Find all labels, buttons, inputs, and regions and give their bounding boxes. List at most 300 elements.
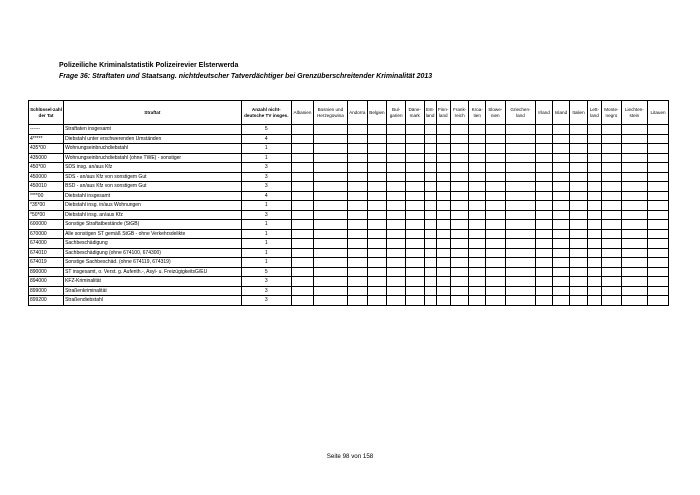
country-value-cell: [587, 286, 601, 296]
country-value-cell: [424, 172, 436, 182]
country-column-header: Irland: [536, 101, 552, 125]
country-value-cell: [621, 296, 647, 306]
country-value-cell: [505, 182, 536, 192]
country-column-header: Est-land: [424, 101, 436, 125]
country-value-cell: [621, 267, 647, 277]
country-value-cell: [313, 182, 347, 192]
count-cell: 3: [241, 163, 291, 173]
key-cell: 4*****: [29, 134, 64, 144]
country-value-cell: [292, 220, 314, 230]
country-value-cell: [505, 134, 536, 144]
table-row: [29, 201, 669, 211]
country-value-cell: [450, 144, 469, 154]
country-value-cell: [485, 267, 505, 277]
table-row: [29, 220, 669, 230]
country-value-cell: [292, 267, 314, 277]
country-value-cell: [367, 258, 387, 268]
country-column-header: Albanien: [292, 101, 314, 125]
country-value-cell: [602, 267, 622, 277]
country-value-cell: [505, 248, 536, 258]
country-column-header: Slowe-nien: [485, 101, 505, 125]
country-value-cell: [602, 163, 622, 173]
country-value-cell: [313, 267, 347, 277]
key-cell: 674010: [29, 248, 64, 258]
country-value-cell: [347, 296, 367, 306]
country-value-cell: [621, 163, 647, 173]
country-value-cell: [292, 210, 314, 220]
offense-cell: Straßendiebstahl: [64, 296, 242, 306]
country-value-cell: [570, 286, 588, 296]
country-value-cell: [405, 172, 424, 182]
country-value-cell: [347, 191, 367, 201]
country-value-cell: [621, 125, 647, 135]
count-cell: 1: [241, 239, 291, 249]
table-row: [29, 163, 669, 173]
country-value-cell: [602, 182, 622, 192]
country-value-cell: [347, 248, 367, 258]
country-value-cell: [505, 258, 536, 268]
country-value-cell: [570, 220, 588, 230]
country-value-cell: [552, 220, 570, 230]
country-value-cell: [424, 191, 436, 201]
country-value-cell: [292, 191, 314, 201]
country-value-cell: [648, 144, 669, 154]
country-value-cell: [387, 153, 406, 163]
country-value-cell: [570, 163, 588, 173]
country-value-cell: [424, 125, 436, 135]
country-value-cell: [469, 220, 485, 230]
country-value-cell: [387, 210, 406, 220]
country-value-cell: [347, 182, 367, 192]
country-value-cell: [648, 125, 669, 135]
country-value-cell: [552, 201, 570, 211]
country-value-cell: [621, 191, 647, 201]
country-value-cell: [552, 296, 570, 306]
country-value-cell: [587, 153, 601, 163]
country-value-cell: [450, 220, 469, 230]
country-value-cell: [367, 277, 387, 287]
country-value-cell: [469, 201, 485, 211]
count-cell: 1: [241, 220, 291, 230]
country-value-cell: [552, 153, 570, 163]
country-value-cell: [536, 125, 552, 135]
country-value-cell: [552, 258, 570, 268]
country-value-cell: [570, 248, 588, 258]
country-value-cell: [552, 210, 570, 220]
country-value-cell: [536, 286, 552, 296]
country-value-cell: [292, 258, 314, 268]
country-value-cell: [536, 220, 552, 230]
offense-cell: SDS insg. an/aus Kfz: [64, 163, 242, 173]
country-value-cell: [405, 229, 424, 239]
key-cell: 600000: [29, 220, 64, 230]
offense-cell: Sachbeschädigung (ohne 674100, 674300): [64, 248, 242, 258]
country-value-cell: [485, 229, 505, 239]
country-value-cell: [313, 277, 347, 287]
table-row: [29, 144, 669, 154]
country-value-cell: [450, 125, 469, 135]
country-value-cell: [347, 239, 367, 249]
table-row: [29, 172, 669, 182]
country-value-cell: [570, 125, 588, 135]
offense-column-header: Straftat: [64, 101, 242, 125]
country-value-cell: [536, 229, 552, 239]
country-value-cell: [621, 258, 647, 268]
count-cell: 1: [241, 144, 291, 154]
country-value-cell: [621, 210, 647, 220]
country-value-cell: [313, 220, 347, 230]
country-value-cell: [292, 182, 314, 192]
country-value-cell: [450, 191, 469, 201]
table-row: [29, 134, 669, 144]
key-cell: ------: [29, 125, 64, 135]
country-value-cell: [450, 267, 469, 277]
country-value-cell: [424, 239, 436, 249]
country-value-cell: [536, 172, 552, 182]
country-value-cell: [387, 191, 406, 201]
offense-cell: Wohnungseinbruchdiebstahl: [64, 144, 242, 154]
offense-cell: ST insgesamt, o. Verst. g. Aufenth.-, Asyl- u. FreizügigkeitsG/EU: [64, 267, 242, 277]
report-title: Polizeiliche Kriminalstatistik Polizeirevier Elsterwerda: [59, 62, 239, 69]
country-value-cell: [313, 163, 347, 173]
country-value-cell: [450, 163, 469, 173]
country-value-cell: [485, 153, 505, 163]
country-value-cell: [387, 201, 406, 211]
country-value-cell: [469, 163, 485, 173]
country-value-cell: [469, 267, 485, 277]
country-value-cell: [347, 220, 367, 230]
country-value-cell: [587, 258, 601, 268]
country-value-cell: [505, 239, 536, 249]
country-column-header: Island: [552, 101, 570, 125]
page-footer: Seite 98 von 158: [326, 453, 374, 460]
country-value-cell: [485, 258, 505, 268]
country-column-header: Frank-reich: [450, 101, 469, 125]
country-value-cell: [648, 182, 669, 192]
country-value-cell: [424, 296, 436, 306]
country-value-cell: [469, 172, 485, 182]
country-value-cell: [450, 258, 469, 268]
country-value-cell: [436, 125, 450, 135]
country-value-cell: [436, 277, 450, 287]
country-value-cell: [570, 277, 588, 287]
country-value-cell: [347, 134, 367, 144]
offense-cell: Sachbeschädigung: [64, 239, 242, 249]
country-value-cell: [485, 125, 505, 135]
country-value-cell: [469, 229, 485, 239]
offense-cell: Sonstige Straftatbestände (StGB): [64, 220, 242, 230]
country-value-cell: [587, 239, 601, 249]
country-value-cell: [485, 182, 505, 192]
count-cell: 1: [241, 153, 291, 163]
country-value-cell: [292, 153, 314, 163]
country-value-cell: [621, 153, 647, 163]
key-cell: 894000: [29, 277, 64, 287]
country-value-cell: [648, 163, 669, 173]
count-cell: 3: [241, 182, 291, 192]
country-value-cell: [587, 296, 601, 306]
country-value-cell: [621, 172, 647, 182]
count-cell: 1: [241, 201, 291, 211]
country-value-cell: [648, 286, 669, 296]
country-value-cell: [313, 296, 347, 306]
country-value-cell: [405, 267, 424, 277]
offense-cell: Sonstige Sachbeschäd. (ohne 674119, 674319): [64, 258, 242, 268]
country-value-cell: [367, 210, 387, 220]
country-value-cell: [367, 286, 387, 296]
country-value-cell: [602, 134, 622, 144]
country-value-cell: [436, 296, 450, 306]
offense-cell: Wohnungseinbruchdiebstahl (ohne TWE) - sonstiger: [64, 153, 242, 163]
country-value-cell: [485, 296, 505, 306]
country-value-cell: [424, 153, 436, 163]
count-cell: 1: [241, 229, 291, 239]
country-column-header: Liechten-stein: [621, 101, 647, 125]
country-value-cell: [387, 172, 406, 182]
key-cell: 890000: [29, 267, 64, 277]
table-row: [29, 210, 669, 220]
country-value-cell: [292, 277, 314, 287]
country-value-cell: [505, 267, 536, 277]
country-value-cell: [424, 248, 436, 258]
country-value-cell: [587, 201, 601, 211]
country-value-cell: [405, 153, 424, 163]
table-row: [29, 267, 669, 277]
country-value-cell: [552, 277, 570, 287]
country-value-cell: [313, 248, 347, 258]
country-value-cell: [424, 220, 436, 230]
country-value-cell: [536, 277, 552, 287]
country-value-cell: [387, 144, 406, 154]
country-value-cell: [367, 267, 387, 277]
count-column-header: Anzahl nicht-deutsche TV insges.: [241, 101, 291, 125]
country-value-cell: [436, 182, 450, 192]
country-value-cell: [450, 134, 469, 144]
country-value-cell: [587, 125, 601, 135]
count-cell: 3: [241, 210, 291, 220]
country-value-cell: [570, 191, 588, 201]
country-value-cell: [570, 229, 588, 239]
country-column-header: Bul-garien: [387, 101, 406, 125]
country-value-cell: [387, 182, 406, 192]
country-value-cell: [570, 267, 588, 277]
country-value-cell: [536, 144, 552, 154]
table-row: [29, 248, 669, 258]
country-value-cell: [485, 277, 505, 287]
country-value-cell: [424, 144, 436, 154]
country-value-cell: [536, 267, 552, 277]
country-value-cell: [587, 267, 601, 277]
country-value-cell: [648, 191, 669, 201]
country-value-cell: [621, 182, 647, 192]
country-value-cell: [587, 220, 601, 230]
country-value-cell: [436, 239, 450, 249]
country-value-cell: [313, 191, 347, 201]
country-value-cell: [387, 248, 406, 258]
country-value-cell: [405, 125, 424, 135]
country-value-cell: [313, 286, 347, 296]
country-value-cell: [424, 277, 436, 287]
offense-cell: Diebstahl insgesamt: [64, 191, 242, 201]
key-cell: 435000: [29, 153, 64, 163]
count-cell: 1: [241, 258, 291, 268]
key-column-header: Schlüssel-zahl der Tat: [29, 101, 64, 125]
country-value-cell: [648, 172, 669, 182]
country-value-cell: [552, 125, 570, 135]
country-value-cell: [536, 248, 552, 258]
country-value-cell: [405, 248, 424, 258]
country-value-cell: [485, 220, 505, 230]
country-value-cell: [485, 172, 505, 182]
country-value-cell: [367, 239, 387, 249]
table-row: [29, 286, 669, 296]
count-cell: 5: [241, 267, 291, 277]
table-row: [29, 296, 669, 306]
country-value-cell: [469, 144, 485, 154]
country-value-cell: [436, 248, 450, 258]
country-value-cell: [648, 153, 669, 163]
country-value-cell: [536, 134, 552, 144]
offense-cell: KFZ-Kriminalität: [64, 277, 242, 287]
offense-cell: SDS - an/aus Kfz von sonstigem Gut: [64, 172, 242, 182]
country-value-cell: [387, 267, 406, 277]
country-value-cell: [648, 248, 669, 258]
country-value-cell: [405, 210, 424, 220]
table-row: [29, 229, 669, 239]
country-value-cell: [621, 248, 647, 258]
country-value-cell: [436, 172, 450, 182]
offense-cell: BSD - an/aus Kfz von sonstigem Gut: [64, 182, 242, 192]
country-value-cell: [536, 296, 552, 306]
country-value-cell: [552, 286, 570, 296]
country-column-header: Belgien: [367, 101, 387, 125]
table-row: [29, 277, 669, 287]
country-value-cell: [469, 191, 485, 201]
statistics-table: [28, 100, 669, 306]
country-value-cell: [292, 201, 314, 211]
country-value-cell: [536, 258, 552, 268]
country-value-cell: [313, 229, 347, 239]
country-value-cell: [648, 201, 669, 211]
country-value-cell: [602, 125, 622, 135]
country-value-cell: [313, 125, 347, 135]
key-cell: 435*00: [29, 144, 64, 154]
country-column-header: Finn-land: [436, 101, 450, 125]
country-column-header: Andorra: [347, 101, 367, 125]
key-cell: *35*00: [29, 201, 64, 211]
country-value-cell: [505, 153, 536, 163]
country-value-cell: [570, 239, 588, 249]
country-value-cell: [587, 229, 601, 239]
country-value-cell: [587, 191, 601, 201]
country-value-cell: [347, 144, 367, 154]
country-value-cell: [436, 267, 450, 277]
country-value-cell: [387, 125, 406, 135]
country-value-cell: [505, 229, 536, 239]
country-value-cell: [367, 229, 387, 239]
country-value-cell: [292, 248, 314, 258]
country-value-cell: [424, 201, 436, 211]
country-value-cell: [505, 277, 536, 287]
country-value-cell: [292, 125, 314, 135]
country-value-cell: [602, 248, 622, 258]
country-value-cell: [536, 163, 552, 173]
country-value-cell: [347, 277, 367, 287]
count-cell: 1: [241, 248, 291, 258]
country-value-cell: [424, 229, 436, 239]
country-value-cell: [292, 134, 314, 144]
country-value-cell: [387, 163, 406, 173]
country-column-header: Bosnien und Herzegowina: [313, 101, 347, 125]
country-value-cell: [648, 267, 669, 277]
country-column-header: Kroa-tien: [469, 101, 485, 125]
country-value-cell: [505, 201, 536, 211]
country-value-cell: [485, 201, 505, 211]
key-cell: ****00: [29, 191, 64, 201]
country-value-cell: [485, 163, 505, 173]
table-row: [29, 258, 669, 268]
country-value-cell: [469, 153, 485, 163]
key-cell: *50*00: [29, 210, 64, 220]
country-value-cell: [648, 229, 669, 239]
country-value-cell: [587, 172, 601, 182]
country-value-cell: [648, 277, 669, 287]
country-value-cell: [536, 239, 552, 249]
country-value-cell: [469, 277, 485, 287]
country-value-cell: [570, 153, 588, 163]
country-value-cell: [292, 286, 314, 296]
country-value-cell: [387, 229, 406, 239]
country-value-cell: [602, 201, 622, 211]
report-subtitle: Frage 36: Straftaten und Staatsang. nichtdeutscher Tatverdächtiger bei Grenzüberschreitender Kriminalität 2013: [59, 73, 433, 80]
country-value-cell: [570, 182, 588, 192]
country-value-cell: [347, 267, 367, 277]
country-value-cell: [292, 172, 314, 182]
count-cell: 3: [241, 277, 291, 287]
country-value-cell: [469, 258, 485, 268]
country-value-cell: [648, 210, 669, 220]
country-value-cell: [587, 210, 601, 220]
country-value-cell: [570, 172, 588, 182]
country-value-cell: [387, 286, 406, 296]
country-value-cell: [292, 163, 314, 173]
country-value-cell: [387, 239, 406, 249]
offense-cell: Straftaten insgesamt: [64, 125, 242, 135]
key-cell: 899200: [29, 296, 64, 306]
country-value-cell: [469, 125, 485, 135]
country-value-cell: [570, 144, 588, 154]
country-value-cell: [436, 191, 450, 201]
country-value-cell: [621, 201, 647, 211]
country-value-cell: [424, 163, 436, 173]
country-value-cell: [405, 220, 424, 230]
country-value-cell: [450, 210, 469, 220]
country-value-cell: [424, 258, 436, 268]
offense-cell: Diebstahl insg. in/aus Wohnungen: [64, 201, 242, 211]
country-value-cell: [436, 258, 450, 268]
country-value-cell: [602, 258, 622, 268]
key-cell: 450010: [29, 182, 64, 192]
country-value-cell: [552, 239, 570, 249]
country-value-cell: [450, 201, 469, 211]
country-value-cell: [648, 296, 669, 306]
country-value-cell: [367, 201, 387, 211]
country-value-cell: [347, 210, 367, 220]
country-value-cell: [587, 163, 601, 173]
country-value-cell: [387, 258, 406, 268]
country-value-cell: [469, 296, 485, 306]
country-value-cell: [648, 220, 669, 230]
